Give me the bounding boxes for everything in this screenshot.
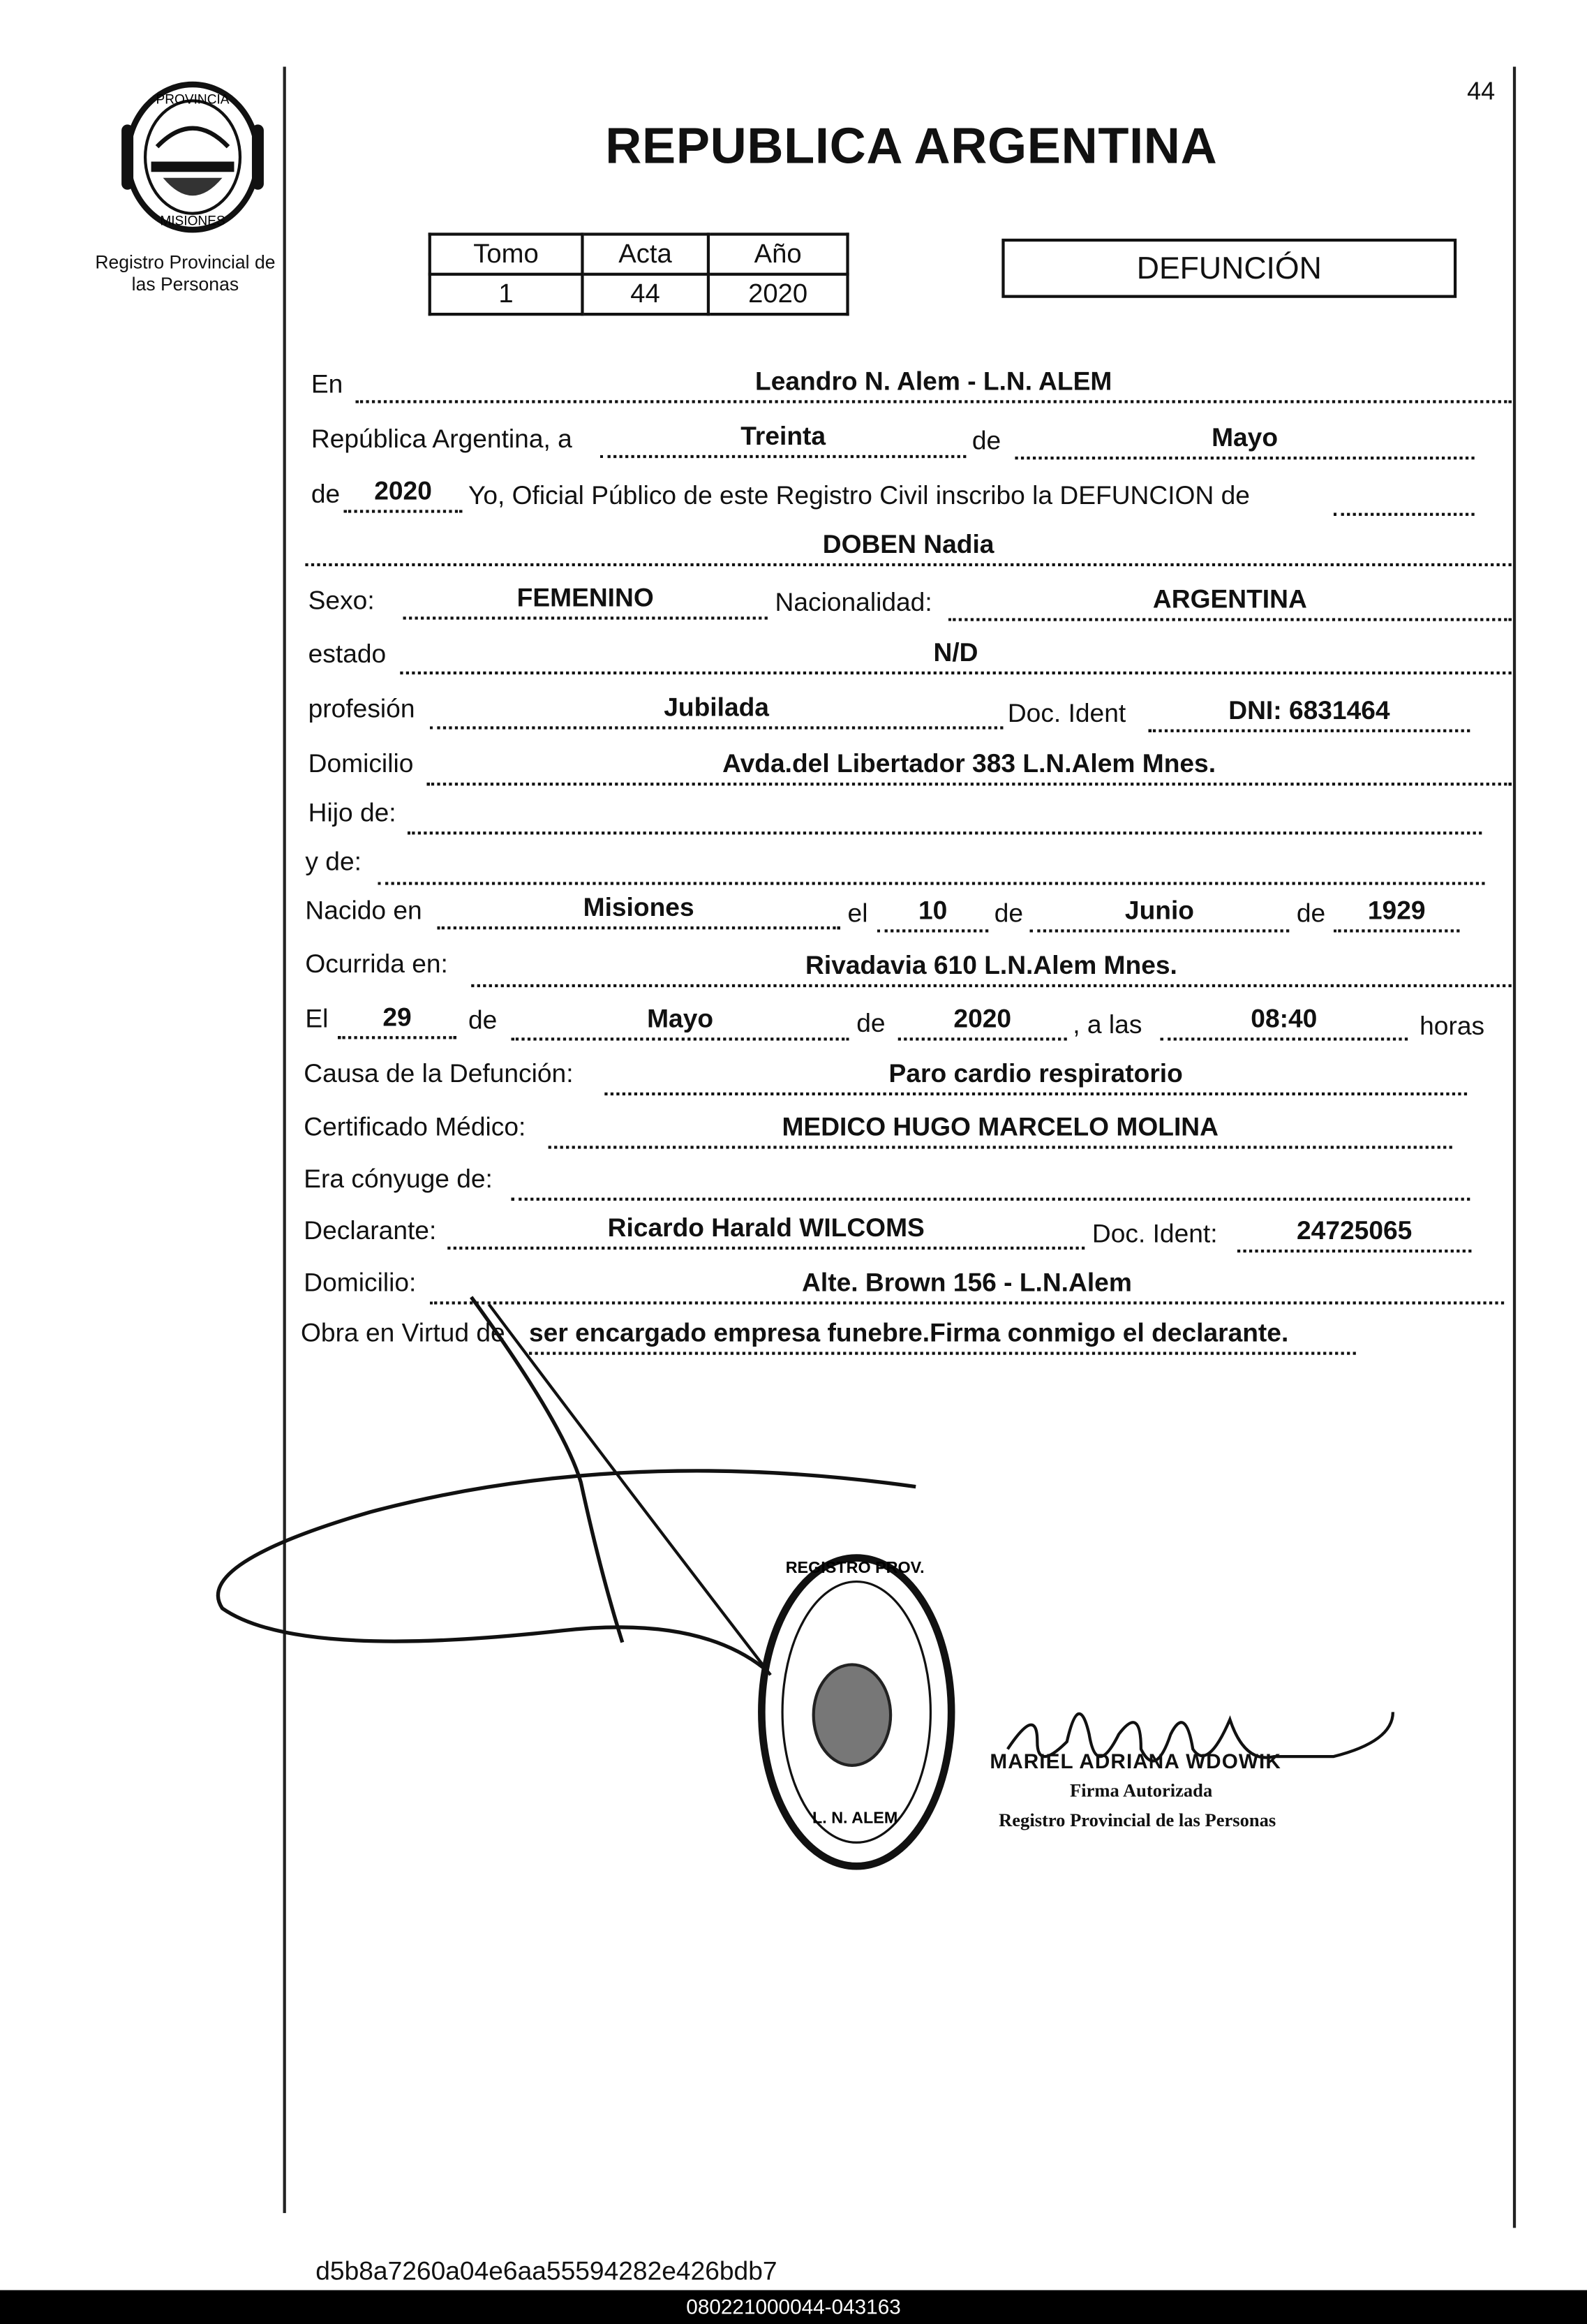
field-sexo: FEMENINO: [403, 581, 768, 619]
label-domicilio: Domicilio: [308, 748, 414, 778]
label-en: En: [311, 369, 343, 399]
label-yo: Yo, Oficial Público de este Registro Civil inscribo la DEFUNCION de: [468, 480, 1250, 510]
field-def-anio: 2020: [898, 1002, 1067, 1040]
field-declarante: Ricardo Harald WILCOMS: [447, 1211, 1085, 1250]
label-sexo: Sexo:: [308, 585, 375, 616]
label-conyuge: Era cónyuge de:: [304, 1163, 493, 1194]
label-hijo-de: Hijo de:: [308, 797, 396, 827]
field-mes: Mayo: [1015, 421, 1474, 459]
field-dia: Treinta: [600, 420, 966, 458]
signatory-office: Registro Provincial de las Personas: [999, 1809, 1276, 1831]
label-estado: estado: [308, 639, 387, 669]
field-declarante-doc: 24725065: [1237, 1214, 1471, 1252]
field-declarante-domicilio: Alte. Brown 156 - L.N.Alem: [430, 1266, 1504, 1304]
signatory-name: MARIEL ADRIANA WDOWIK: [990, 1749, 1281, 1773]
label-de-o2: de: [856, 1007, 886, 1038]
issuer-line2: las Personas: [131, 274, 239, 295]
field-nac-anio: 1929: [1334, 894, 1459, 932]
svg-text:MISIONES: MISIONES: [160, 214, 225, 229]
record-type-box: DEFUNCIÓN: [1001, 239, 1456, 298]
field-domicilio: Avda.del Libertador 383 L.N.Alem Mnes.: [427, 747, 1512, 785]
field-hora: 08:40: [1161, 1002, 1408, 1040]
field-doc-ident: DNI: 6831464: [1149, 694, 1470, 732]
document-title: REPUBLICA ARGENTINA: [605, 118, 1218, 175]
label-de-n1: de: [994, 898, 1024, 928]
issuer-line1: Registro Provincial de: [95, 251, 276, 273]
field-causa: Paro cardio respiratorio: [604, 1057, 1467, 1095]
label-nacido-en: Nacido en: [305, 895, 422, 925]
label-causa: Causa de la Defunción:: [304, 1058, 574, 1088]
label-de-n2: de: [1296, 898, 1326, 928]
field-ocurrida-en: Rivadavia 610 L.N.Alem Mnes.: [471, 949, 1512, 987]
header-anio: Año: [708, 234, 848, 274]
label-domicilio2: Domicilio:: [304, 1267, 417, 1297]
label-y-de: y de:: [305, 846, 362, 876]
field-nac-dia: 10: [877, 894, 988, 932]
field-nac-mes: Junio: [1030, 894, 1290, 932]
field-def-dia: 29: [338, 1000, 456, 1039]
label-doc-ident2: Doc. Ident:: [1091, 1218, 1218, 1248]
field-profesion: Jubilada: [430, 690, 1004, 729]
field-localidad: Leandro N. Alem - L.N. ALEM: [356, 364, 1512, 403]
label-horas: horas: [1420, 1011, 1485, 1041]
field-obra: ser encargado empresa funebre.Firma conmigo el declarante.: [529, 1316, 1356, 1354]
label-de2: de: [311, 478, 341, 509]
field-certificado: MEDICO HUGO MARCELO MOLINA: [549, 1110, 1452, 1148]
label-certificado: Certificado Médico:: [304, 1111, 526, 1141]
footer-code-bar: 080221000044-043163: [0, 2290, 1587, 2324]
header-tomo: Tomo: [430, 234, 583, 274]
label-el: el: [847, 898, 868, 928]
label-declarante: Declarante:: [304, 1215, 437, 1245]
label-doc-ident: Doc. Ident: [1007, 698, 1126, 728]
field-difunto: DOBEN Nadia: [305, 528, 1511, 566]
svg-text:L. N. ALEM: L. N. ALEM: [812, 1808, 898, 1827]
svg-text:PROVINCIA: PROVINCIA: [156, 92, 230, 108]
label-nacionalidad: Nacionalidad:: [775, 586, 932, 617]
page-number: 44: [1467, 77, 1496, 105]
svg-text:REGISTRO PROV.: REGISTRO PROV.: [785, 1557, 925, 1576]
label-de: de: [971, 425, 1001, 455]
field-anio: 2020: [344, 474, 463, 512]
value-acta: 44: [582, 274, 708, 314]
label-profesion: profesión: [308, 693, 415, 724]
field-nacionalidad: ARGENTINA: [948, 582, 1512, 621]
value-anio: 2020: [708, 274, 848, 314]
field-estado: N/D: [400, 636, 1511, 674]
value-tomo: 1: [430, 274, 583, 314]
label-ocurrida-en: Ocurrida en:: [305, 948, 448, 979]
label-El: El: [305, 1003, 329, 1033]
label-de-o1: de: [468, 1005, 498, 1035]
header-acta: Acta: [582, 234, 708, 274]
document-hash: d5b8a7260a04e6aa55594282e426bdb7: [315, 2256, 777, 2286]
label-republica: República Argentina, a: [311, 424, 572, 454]
field-nacido-en: Misiones: [437, 891, 840, 929]
label-a-las: , a las: [1073, 1009, 1142, 1039]
label-obra: Obra en Virtud de: [301, 1317, 505, 1348]
signatory-role: Firma Autorizada: [1070, 1780, 1213, 1801]
field-def-mes: Mayo: [512, 1002, 849, 1040]
